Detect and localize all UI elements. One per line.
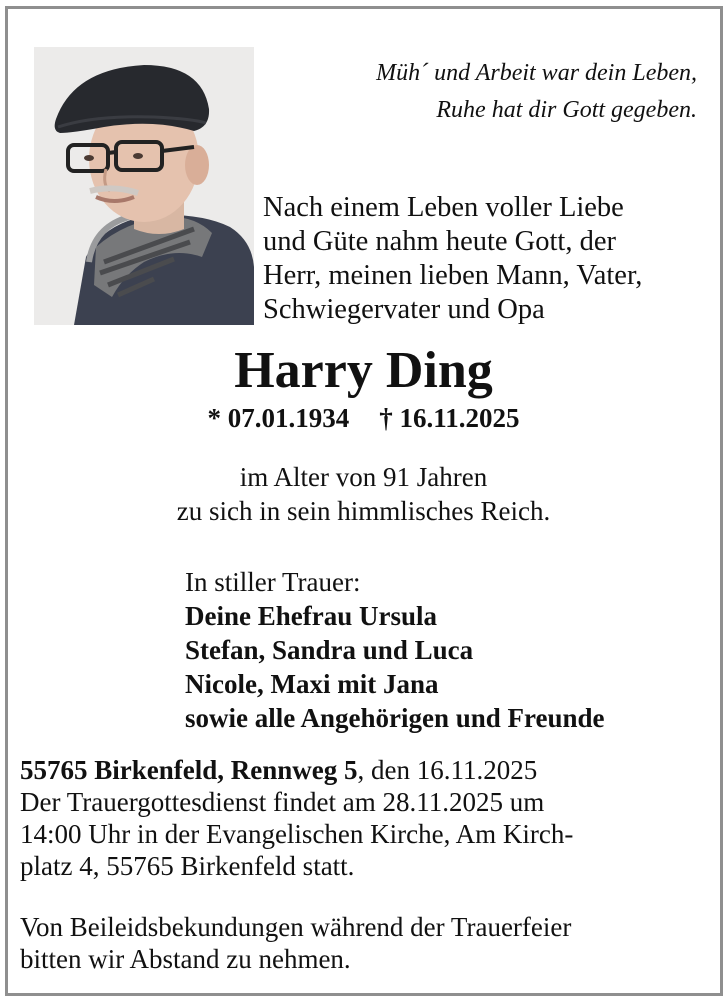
life-dates xyxy=(0,401,727,435)
intro-line: Schwiegervater und Opa xyxy=(263,294,545,325)
service-line: Der Trauergottesdienst findet am 28.11.2025 um xyxy=(20,787,545,817)
motto-verse xyxy=(277,55,697,129)
condolence-line: Von Beileidsbekundungen während der Trauerfeier xyxy=(20,912,572,942)
address-place: 55765 Birkenfeld, Rennweg 5 xyxy=(20,755,358,785)
intro-line: Nach einem Leben voller Liebe xyxy=(263,192,624,223)
intro-line: Herr, meinen lieben Mann, Vater, xyxy=(263,260,643,291)
age-line: zu sich in sein himmlisches Reich. xyxy=(176,496,551,526)
mourner-name: Deine Ehefrau Ursula xyxy=(185,601,437,631)
mourners-heading: In stiller Trauer: xyxy=(185,567,361,597)
intro-text xyxy=(263,191,713,327)
service-line: 14:00 Uhr in der Evangelischen Kirche, Am Kirch- xyxy=(20,819,574,849)
mourner-name: sowie alle Angehörigen und Freunde xyxy=(185,703,605,733)
age-text xyxy=(0,460,727,528)
portrait-photo xyxy=(34,47,254,325)
age-line: im Alter von 91 Jahren xyxy=(239,462,488,492)
mourners-block xyxy=(185,565,715,735)
mourner-name: Nicole, Maxi mit Jana xyxy=(185,669,439,699)
condolence-line: bitten wir Abstand zu nehmen. xyxy=(20,944,351,974)
condolence-note xyxy=(20,911,710,975)
address-block xyxy=(20,754,710,882)
death-date: † 16.11.2025 xyxy=(379,403,520,433)
birth-date: * 07.01.1934 xyxy=(207,403,350,433)
motto-line: Ruhe hat dir Gott gegeben. xyxy=(436,97,697,123)
service-line: platz 4, 55765 Birkenfeld statt. xyxy=(20,851,355,881)
intro-line: und Güte nahm heute Gott, der xyxy=(263,226,616,257)
deceased-name: Harry Ding xyxy=(234,342,493,399)
mourner-name: Stefan, Sandra und Luca xyxy=(185,635,474,665)
address-date: , den 16.11.2025 xyxy=(357,755,538,785)
motto-line: Müh´ und Arbeit war dein Leben, xyxy=(376,60,697,86)
